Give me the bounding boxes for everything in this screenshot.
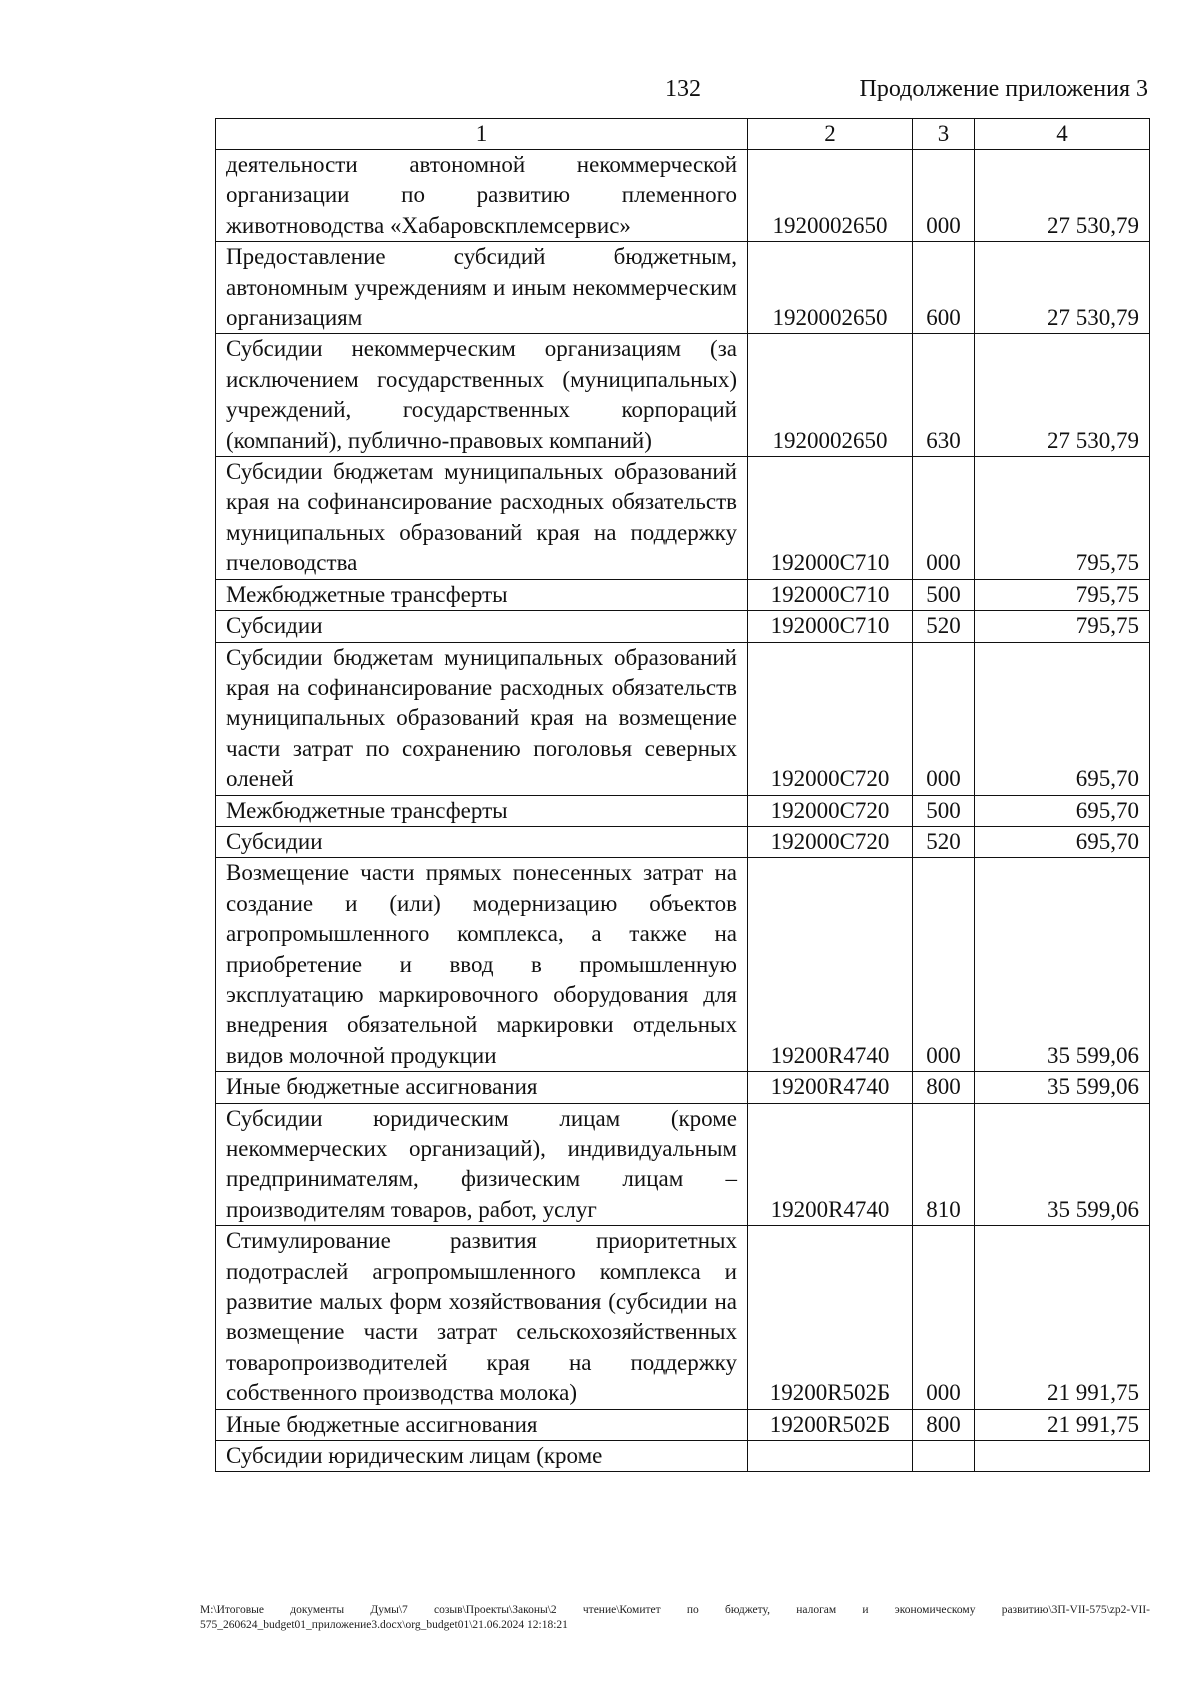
table-row xyxy=(216,457,1150,580)
row-code: 192000С710 xyxy=(748,579,913,610)
row-name: Субсидии юридическим лицам (кроме некоммерческих организаций), индивидуальным предпринимателям, физическим лицам – производителям товаров, работ, услуг xyxy=(216,1103,748,1226)
row-amount: 21 991,75 xyxy=(975,1226,1150,1409)
row-code: 19200R4740 xyxy=(748,1072,913,1103)
row-group: 630 xyxy=(913,334,975,457)
row-code: 192000С720 xyxy=(748,642,913,795)
table-row xyxy=(216,334,1150,457)
row-amount: 695,70 xyxy=(975,795,1150,826)
table-row xyxy=(216,826,1150,857)
row-amount: 35 599,06 xyxy=(975,1103,1150,1226)
column-header-3: 3 xyxy=(913,119,975,150)
column-header-2: 2 xyxy=(748,119,913,150)
table-row xyxy=(216,611,1150,642)
row-code: 192000С710 xyxy=(748,611,913,642)
table-row xyxy=(216,242,1150,334)
row-amount: 795,75 xyxy=(975,579,1150,610)
row-group: 800 xyxy=(913,1409,975,1440)
row-code: 192000С710 xyxy=(748,457,913,580)
row-amount: 27 530,79 xyxy=(975,334,1150,457)
row-code: 1920002650 xyxy=(748,150,913,242)
row-group: 000 xyxy=(913,1226,975,1409)
document-path-footer: M:\Итоговые документы Думы\7 созыв\Проекты\Законы\2 чтение\Комитет по бюджету, налогам и экономическому развитию\3П-VII-575\zp2-VII-575_260624_budget01_приложение3.docx\org_budget01\21.06.2024 12:18:21 xyxy=(200,1604,1150,1631)
table-row xyxy=(216,150,1150,242)
row-group: 000 xyxy=(913,858,975,1072)
table-row xyxy=(216,579,1150,610)
column-header-1: 1 xyxy=(216,119,748,150)
row-name: Субсидии xyxy=(216,611,748,642)
table-row xyxy=(216,642,1150,795)
row-group: 800 xyxy=(913,1072,975,1103)
row-name: Предоставление субсидий бюджетным, автономным учреждениям и иным некоммерческим организациям xyxy=(216,242,748,334)
row-code: 1920002650 xyxy=(748,334,913,457)
row-amount: 795,75 xyxy=(975,611,1150,642)
table-row xyxy=(216,1409,1150,1440)
row-name: Иные бюджетные ассигнования xyxy=(216,1072,748,1103)
row-amount: 795,75 xyxy=(975,457,1150,580)
row-group: 500 xyxy=(913,579,975,610)
row-amount: 35 599,06 xyxy=(975,1072,1150,1103)
row-name: Субсидии бюджетам муниципальных образований края на софинансирование расходных обязательств муниципальных образований края на возмещение части затрат по сохранению поголовья северных оленей xyxy=(216,642,748,795)
row-amount: 27 530,79 xyxy=(975,242,1150,334)
row-group: 000 xyxy=(913,642,975,795)
row-name: Иные бюджетные ассигнования xyxy=(216,1409,748,1440)
row-name: Возмещение части прямых понесенных затрат на создание и (или) модернизацию объектов агропромышленного комплекса, а также на приобретение и ввод в промышленную эксплуатацию маркировочного оборудования для внедрения обязательной маркировки отдельных видов молочной продукции xyxy=(216,858,748,1072)
row-code: 19200R502Б xyxy=(748,1409,913,1440)
row-name: деятельности автономной некоммерческой организации по развитию племенного животноводства «Хабаровскплемсервис» xyxy=(216,150,748,242)
header-row xyxy=(216,119,1150,150)
row-group xyxy=(913,1441,975,1472)
row-group: 520 xyxy=(913,611,975,642)
row-group: 000 xyxy=(913,457,975,580)
row-group: 000 xyxy=(913,150,975,242)
row-name: Межбюджетные трансферты xyxy=(216,795,748,826)
row-group: 810 xyxy=(913,1103,975,1226)
row-name: Субсидии xyxy=(216,826,748,857)
table-row xyxy=(216,1072,1150,1103)
row-amount: 27 530,79 xyxy=(975,150,1150,242)
row-code: 192000С720 xyxy=(748,826,913,857)
row-name: Субсидии юридическим лицам (кроме xyxy=(216,1441,748,1472)
row-amount: 695,70 xyxy=(975,826,1150,857)
row-code: 19200R502Б xyxy=(748,1226,913,1409)
row-group: 600 xyxy=(913,242,975,334)
table-row xyxy=(216,858,1150,1072)
table-row xyxy=(216,1103,1150,1226)
row-code: 19200R4740 xyxy=(748,858,913,1072)
row-code: 19200R4740 xyxy=(748,1103,913,1226)
row-code xyxy=(748,1441,913,1472)
table-row xyxy=(216,795,1150,826)
row-amount: 695,70 xyxy=(975,642,1150,795)
table-row xyxy=(216,1226,1150,1409)
row-name: Субсидии некоммерческим организациям (за исключением государственных (муниципальных) учреждений, государственных корпораций (компаний), публично-правовых компаний) xyxy=(216,334,748,457)
row-code: 192000С720 xyxy=(748,795,913,826)
row-amount xyxy=(975,1441,1150,1472)
row-name: Субсидии бюджетам муниципальных образований края на софинансирование расходных обязательств муниципальных образований края на поддержку пчеловодства xyxy=(216,457,748,580)
row-code: 1920002650 xyxy=(748,242,913,334)
row-name: Стимулирование развития приоритетных подотраслей агропромышленного комплекса и развитие малых форм хозяйствования (субсидии на возмещение части затрат сельскохозяйственных товаропроизводителей края на поддержку собственного производства молока) xyxy=(216,1226,748,1409)
column-header-4: 4 xyxy=(975,119,1150,150)
budget-table xyxy=(215,118,1150,1472)
row-amount: 21 991,75 xyxy=(975,1409,1150,1440)
row-group: 520 xyxy=(913,826,975,857)
row-group: 500 xyxy=(913,795,975,826)
row-amount: 35 599,06 xyxy=(975,858,1150,1072)
page-number: 132 xyxy=(665,76,701,102)
row-name: Межбюджетные трансферты xyxy=(216,579,748,610)
table-row xyxy=(216,1441,1150,1472)
continuation-title: Продолжение приложения 3 xyxy=(859,76,1148,102)
